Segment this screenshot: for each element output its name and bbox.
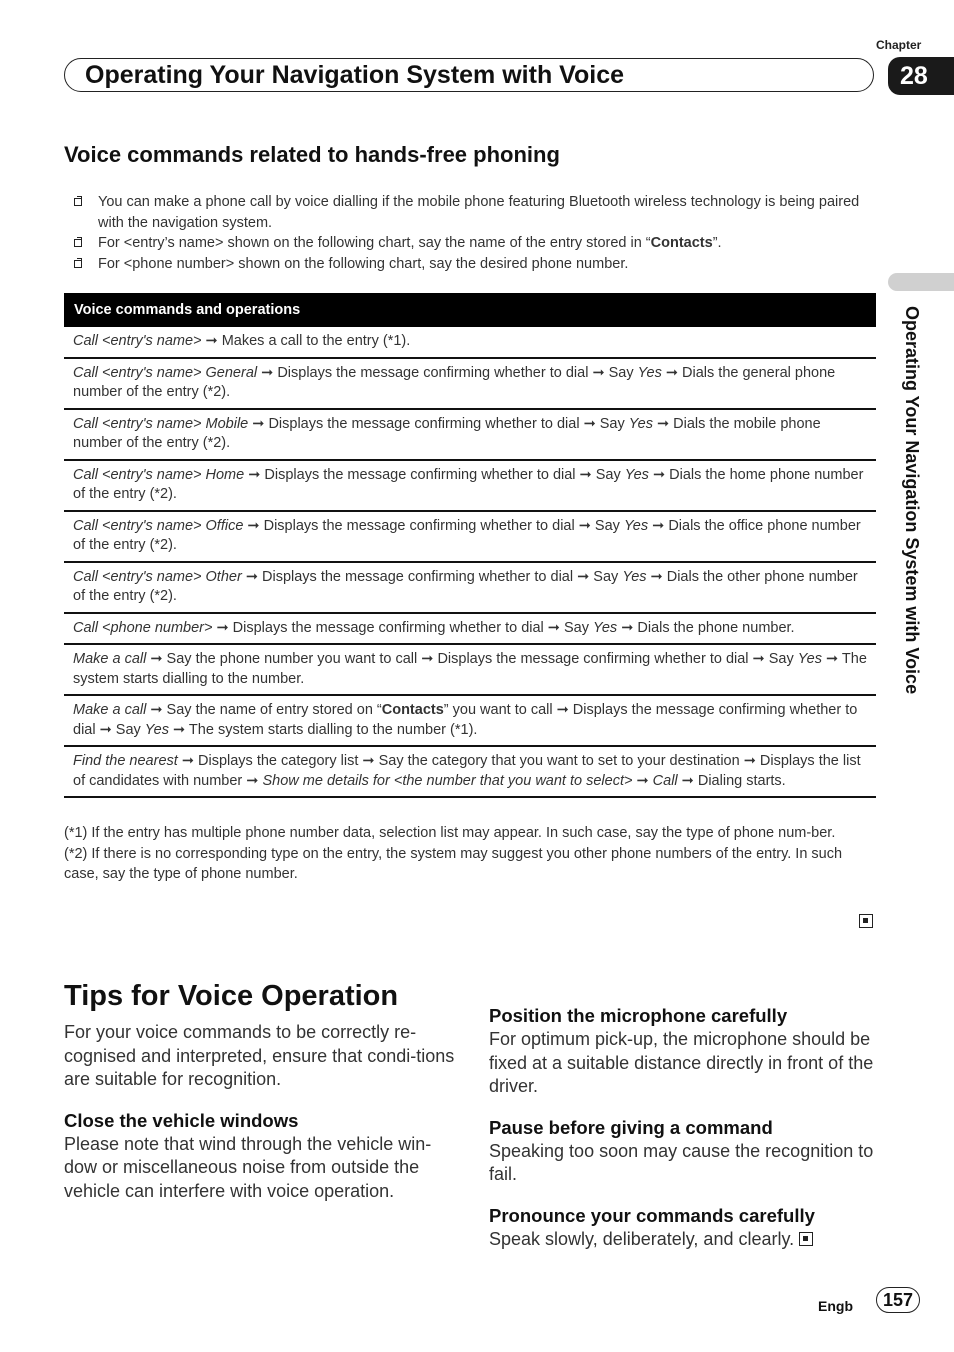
- table-header: Voice commands and operations: [64, 293, 876, 327]
- row-text: ➞ Dials the office phone number of the entry (*2).: [73, 517, 861, 553]
- footnotes: [64, 823, 869, 885]
- page-title-text: Operating Your Navigation System with Voice: [85, 60, 625, 89]
- table-row: [64, 359, 876, 410]
- row-text: ➞ The system starts dialling to the number (*1).: [168, 721, 478, 738]
- row-text: Yes: [637, 364, 662, 381]
- row-text: ➞ Displays the message confirming whether to dial ➞ Say: [243, 517, 624, 534]
- row-text: Call <entry's name>: [73, 333, 202, 349]
- tip-heading: Position the microphone carefully: [489, 1005, 788, 1026]
- row-text: Make a call: [73, 651, 147, 667]
- row-text: Contacts: [381, 702, 444, 718]
- tip-heading: Pronounce your commands carefully: [489, 1204, 815, 1226]
- row-text: ➞ Dials the home phone number of the entry (*2).: [73, 466, 864, 502]
- chapter-label: Chapter: [876, 38, 922, 52]
- row-text: ➞ Displays the message confirming whether to dial ➞ Say: [212, 619, 593, 636]
- table-row: [64, 327, 876, 359]
- bullet-item: For <phone number> shown on the following chart, say the desired phone number.: [74, 254, 874, 275]
- tips-title: Tips for Voice Operation: [64, 980, 399, 1012]
- row-text: ➞ Displays the category list ➞ Say the category that you want to set to your destination ➞ Displays the list of candidates with number ➞: [73, 753, 861, 789]
- row-text: Yes: [797, 651, 822, 667]
- section-title: Voice commands related to hands-free phoning: [64, 142, 560, 167]
- row-text: Call: [652, 772, 678, 789]
- chapter-number: 28: [888, 57, 954, 95]
- row-text: Make a call: [73, 702, 147, 718]
- row-text: ➞ Dials the general phone number of the entry (*2).: [73, 364, 836, 400]
- table-row: [64, 747, 876, 798]
- row-text: ➞ Say the phone number you want to call ➞ Displays the message confirming whether to dial ➞ Say: [146, 651, 798, 667]
- row-text: ➞ Say the name of entry stored on “: [146, 702, 382, 718]
- end-of-section-icon: [859, 914, 873, 928]
- row-text: ➞ Dials the mobile phone number of the entry (*2).: [73, 415, 821, 451]
- row-text: Find the nearest: [73, 753, 178, 769]
- voice-commands-table: [64, 293, 876, 798]
- table-row: [64, 410, 876, 461]
- row-text: Call <phone number>: [73, 619, 213, 636]
- row-text: ➞: [632, 772, 653, 789]
- tip-heading: Pause before giving a command: [489, 1116, 773, 1138]
- tip-body: Speak slowly, deliberately, and clearly.: [489, 1228, 875, 1252]
- table-row: [64, 645, 876, 696]
- row-text: ➞ Dials the phone number.: [617, 619, 795, 636]
- table-row: [64, 512, 876, 563]
- checkbox-bullet-icon: [74, 239, 82, 247]
- tips-left-column: [64, 1021, 456, 1203]
- row-text: ➞ Displays the message confirming whether to dial ➞ Say: [244, 466, 625, 483]
- bullet-list: [74, 192, 874, 274]
- tips-right-column: [489, 1004, 875, 1251]
- row-text: ➞ Dials the other phone number of the entry (*2).: [73, 568, 858, 604]
- row-text: Call <entry's name> Other: [73, 568, 242, 585]
- page-number: 157: [876, 1287, 920, 1313]
- row-text: ➞ Displays the message confirming whether to dial ➞ Say: [257, 364, 638, 381]
- row-text: ” you want to call ➞ Displays the message confirming whether to dial ➞ Say: [73, 702, 858, 738]
- row-text: Yes: [628, 415, 653, 432]
- row-text: Yes: [622, 568, 647, 585]
- tips-intro: For your voice commands to be correctly re-cognised and interpreted, ensure that condi-tions are suitable for recognition.: [64, 1022, 455, 1089]
- table-row: [64, 461, 876, 512]
- checkbox-bullet-icon: [74, 198, 82, 206]
- checkbox-bullet-icon: [74, 260, 82, 268]
- side-tab-marker: [888, 273, 954, 291]
- row-text: Call <entry's name> Mobile: [73, 415, 249, 432]
- footnote: (*1) If the entry has multiple phone number data, selection list may appear. In such case, say the type of phone num-ber.: [64, 825, 836, 841]
- footnote: (*2) If there is no corresponding type on the entry, the system may suggest you other phone numbers of the entry. In such case, say the type of phone number.: [64, 845, 843, 882]
- row-text: Show me details for <the number that you want to select>: [262, 772, 633, 789]
- end-of-section-icon: [799, 1232, 813, 1246]
- bullet-item: You can make a phone call by voice dialling if the mobile phone featuring Bluetooth wireless technology is being paired with the navigation system.: [74, 192, 874, 233]
- row-text: Yes: [144, 721, 169, 738]
- tip-body: Please note that wind through the vehicle win-dow or miscellaneous noise from outside the vehicle can interfere with voice operation.: [64, 1133, 432, 1201]
- page-title: [64, 58, 874, 92]
- row-text: Call <entry's name> Office: [73, 517, 244, 534]
- row-text: ➞ Displays the message confirming whether to dial ➞ Say: [248, 415, 629, 432]
- tip-body: Speaking too soon may cause the recognition to fail.: [489, 1140, 874, 1184]
- row-text: ➞ Makes a call to the entry (*1).: [201, 333, 411, 349]
- table-row: [64, 563, 876, 614]
- row-text: ➞ The system starts dialling to the number.: [73, 651, 867, 687]
- table-row: [64, 614, 876, 646]
- row-text: ➞ Displays the message confirming whether to dial ➞ Say: [241, 568, 623, 585]
- side-tab-title: Operating Your Navigation System with Voice: [902, 306, 922, 695]
- row-text: Yes: [624, 466, 649, 483]
- row-text: Yes: [593, 619, 618, 636]
- table-row: [64, 696, 876, 747]
- row-text: ➞ Dialing starts.: [677, 772, 786, 789]
- footer-language: Engb: [818, 1298, 853, 1314]
- row-text: Call <entry's name> General: [73, 364, 258, 381]
- tip-body: For optimum pick-up, the microphone should be fixed at a suitable distance directly in front of the driver.: [489, 1029, 874, 1096]
- row-text: Yes: [623, 517, 649, 534]
- row-text: Call <entry's name> Home: [73, 466, 245, 483]
- bullet-item: For <entry’s name> shown on the following chart, say the name of the entry stored in “Contacts”.: [74, 233, 874, 254]
- tip-heading: Close the vehicle windows: [64, 1109, 299, 1131]
